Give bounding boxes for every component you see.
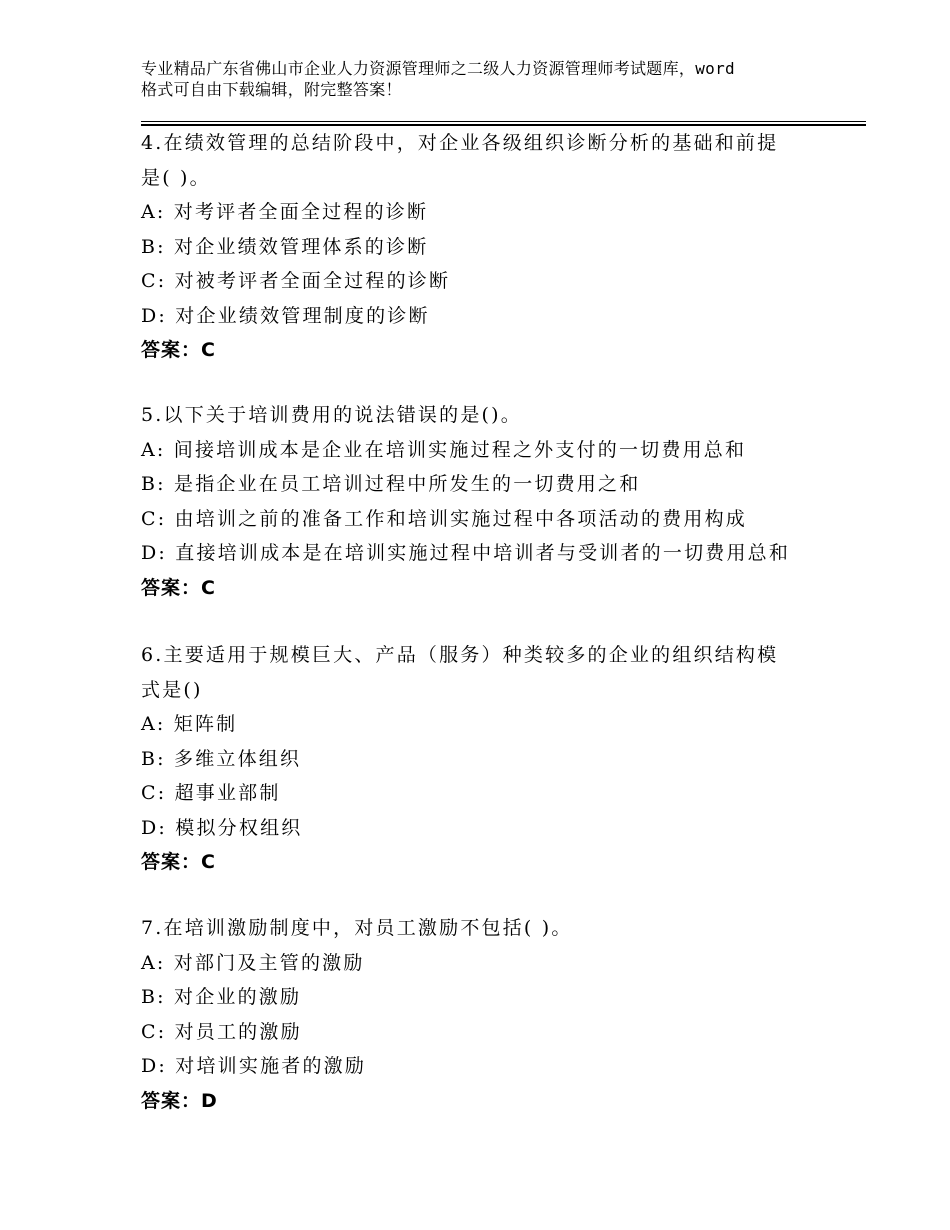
question-stem: 7.在培训激励制度中，对员工激励不包括( )。 [141, 917, 573, 939]
question-stem: 5.以下关于培训费用的说法错误的是()。 [141, 404, 522, 426]
question-4 [141, 126, 831, 368]
header-divider-thin [141, 121, 866, 122]
question-stem: 4.在绩效管理的总结阶段中，对企业各级组织诊断分析的基础和前提 [141, 132, 779, 154]
option-b: B: 是指企业在员工培训过程中所发生的一切费用之和 [141, 473, 641, 495]
option-c: C: 由培训之前的准备工作和培训实施过程中各项活动的费用构成 [141, 507, 747, 530]
question-stem-continued: 式是() [141, 678, 203, 701]
option-d: D: 对培训实施者的激励 [141, 1055, 367, 1077]
option-b: B: 对企业绩效管理体系的诊断 [141, 235, 429, 258]
answer-line: 答案：C [141, 576, 216, 599]
option-a: A: 矩阵制 [141, 713, 238, 735]
option-d: D: 模拟分权组织 [141, 816, 303, 839]
question-5 [141, 398, 831, 605]
answer-line: 答案：D [141, 1089, 218, 1112]
option-a: A: 对部门及主管的激励 [141, 951, 365, 974]
option-b: B: 对企业的激励 [141, 986, 302, 1008]
question-stem: 6.主要适用于规模巨大、产品（服务）种类较多的企业的组织结构模 [141, 644, 779, 666]
question-6 [141, 638, 831, 880]
option-c: C: 超事业部制 [141, 782, 281, 804]
header-line-2: 格式可自由下载编辑，附完整答案！ [141, 80, 402, 99]
option-d: D: 对企业绩效管理制度的诊断 [141, 304, 430, 327]
option-a: A: 间接培训成本是企业在培训实施过程之外支付的一切费用总和 [141, 438, 747, 461]
header-line-1: 专业精品广东省佛山市企业人力资源管理师之二级人力资源管理师考试题库，word [141, 59, 735, 78]
answer-line: 答案：C [141, 851, 216, 873]
option-b: B: 多维立体组织 [141, 747, 302, 770]
option-d: D: 直接培训成本是在培训实施过程中培训者与受训者的一切费用总和 [141, 542, 791, 564]
option-c: C: 对被考评者全面全过程的诊断 [141, 270, 451, 292]
option-c: C: 对员工的激励 [141, 1020, 302, 1043]
question-stem-continued: 是( )。 [141, 166, 211, 189]
answer-line: 答案：C [141, 339, 216, 361]
question-7 [141, 911, 831, 1118]
document-header [141, 58, 841, 100]
option-a: A: 对考评者全面全过程的诊断 [141, 201, 429, 223]
